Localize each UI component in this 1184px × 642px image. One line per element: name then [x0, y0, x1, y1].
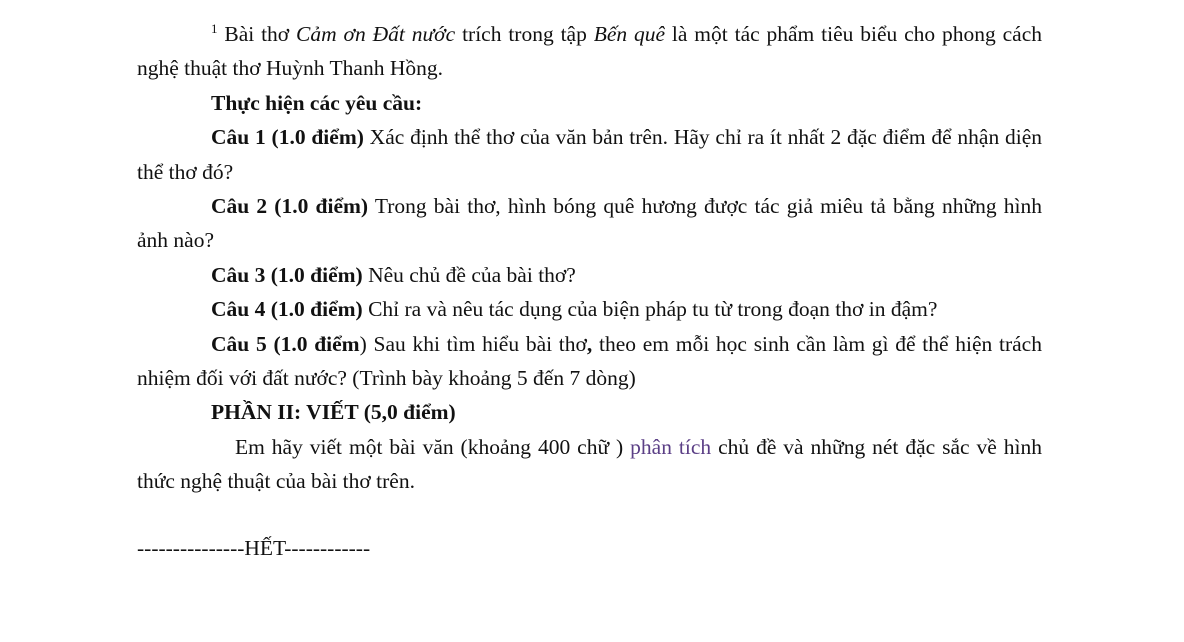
- question-3: [137, 258, 1042, 292]
- requirements-heading: Thực hiện các yêu cầu:: [211, 90, 423, 115]
- footnote-text-after: là một tác phẩm tiêu biểu cho phong cách nghệ thuật thơ Huỳnh Thanh Hồng.: [137, 22, 1043, 81]
- question-label: Câu 4 (1.0 điểm): [211, 297, 363, 322]
- question-text-b: theo em mỗi học sinh cần làm gì để thể hiện trách nhiệm đối với đất nước? (Trình bày khoảng 5 đến 7 dòng): [137, 331, 1042, 391]
- question-text: Trong bài thơ, hình bóng quê hương được tác giả miêu tả bằng những hình ảnh nào?: [137, 194, 1042, 253]
- question-4: [137, 292, 1042, 326]
- footnote-text-before: Bài thơ: [217, 22, 297, 46]
- question-label: Câu 5 (1.0 điểm: [211, 331, 360, 356]
- part-2-heading: PHẦN II: VIẾT (5,0 điểm): [211, 400, 456, 425]
- question-text: Chỉ ra và nêu tác dụng của biện pháp tu từ trong đoạn thơ in đậm?: [362, 297, 938, 322]
- document-page: [137, 17, 1042, 565]
- end-marker: ---------------HẾT------------: [137, 535, 371, 560]
- question-label: Câu 3 (1.0 điểm): [211, 262, 363, 287]
- question-paren: ): [359, 331, 367, 356]
- part-2-prompt: [137, 430, 1042, 499]
- prompt-text-after: chủ đề và những nét đặc sắc về hình thức nghệ thuật của bài thơ trên.: [137, 434, 1042, 494]
- question-1: [137, 120, 1042, 189]
- question-2: [137, 189, 1042, 258]
- poem-title: Cảm ơn Đất nước: [296, 22, 456, 46]
- collection-title: Bến quê: [593, 22, 666, 46]
- question-label: Câu 1 (1.0 điểm): [211, 125, 364, 150]
- question-text: Xác định thể thơ của văn bản trên. Hãy chỉ ra ít nhất 2 đặc điểm để nhận diện thể thơ đó?: [137, 125, 1043, 184]
- footnote-paragraph: [137, 17, 1042, 86]
- prompt-highlight: phân tích: [630, 434, 712, 459]
- question-5: [137, 327, 1042, 396]
- question-text-a: Sau khi tìm hiểu bài thơ: [366, 331, 587, 356]
- footnote-marker: 1: [211, 21, 218, 36]
- question-text: Nêu chủ đề của bài thơ?: [362, 262, 576, 287]
- footnote-text-middle: trích trong tập: [455, 22, 594, 46]
- question-label: Câu 2 (1.0 điểm): [211, 194, 369, 219]
- prompt-text-before: Em hãy viết một bài văn (khoảng 400 chữ ): [235, 434, 631, 459]
- question-comma: ,: [586, 331, 593, 356]
